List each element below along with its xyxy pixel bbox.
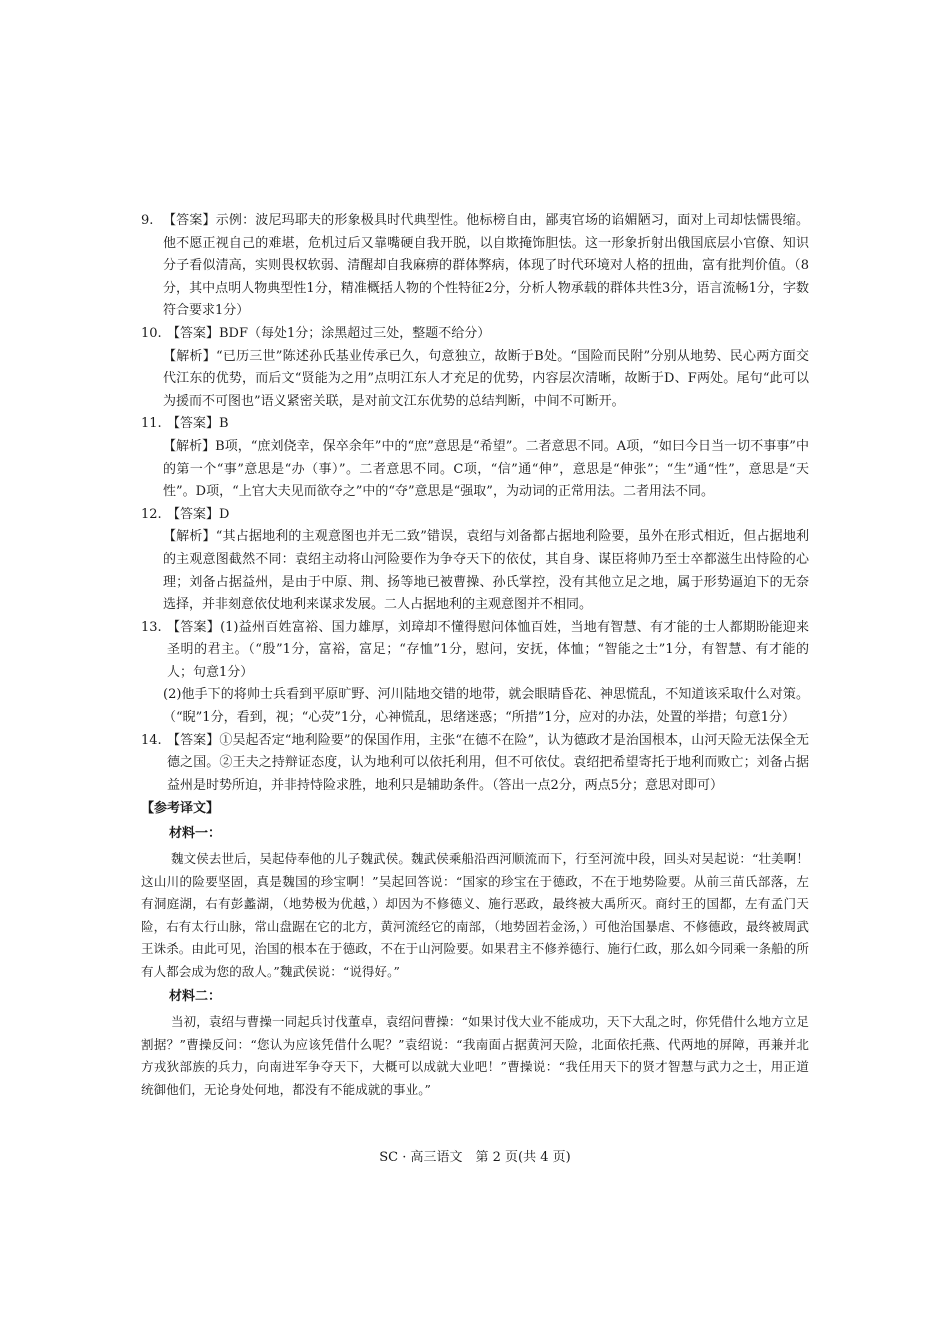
answer-text: 【答案】BDF（每处1分；涂黑超过三处，整题不给分） (167, 325, 491, 341)
analysis-text: 【解析】“已历三世”陈述孙氏基业传承已久，句意独立，故断于B处。“国险而民附”分别从地势、民心两方面交代江东的优势，而后文“贤能为之用”点明江东人才充足的优势，内容层次清晰，故断于D、F两处。尾句“此可以为援而不可图也”语义紧密关联，是对前文江东优势的总结判断，中间不可断开。 (163, 348, 809, 409)
answer-item-13 (141, 617, 809, 730)
material-2-text: 当初，袁绍与曹操一同起兵讨伐董卓，袁绍问曹操：“如果讨伐大业不能成功，天下大乱之时，你凭借什么地方立足割据？”曹操反问：“您认为应该凭借什么呢？”袁绍说：“我南面占据黄河天险，北面依托燕、代两地的屏障，再兼并北方戎狄部族的兵力，向南进军争夺天下，大概可以成就大业吧！”曹操说：“我任用天下的贤才智慧与武力之士，用正道统御他们，无论身处何地，都没有不能成就的事业。” (141, 1014, 809, 1097)
answer-text-part-2: (2)他手下的将帅士兵看到平原旷野、河川陆地交错的地带，就会眼睛昏花、神思慌乱，不知道该采取什么对策。（“睨”1分，看到，视；“心荧”1分，心神慌乱，思绪迷惑；“所措”1分，应对的办法，处置的举措；句意1分） (163, 687, 809, 726)
answer-text: 【答案】(1)益州百姓富裕、国力雄厚，刘璋却不懂得慰问体恤百姓，当地有智慧、有才能的士人都期盼能迎来圣明的君主。（“殷”1分，富裕，富足；“存恤”1分，慰问，安抚，体恤；“智能之士”1分，有智慧、有才能的人；句意1分） (167, 619, 809, 680)
analysis-text: 【解析】B项，“庶刘侥幸，保卒余年”中的“庶”意思是“希望”。二者意思不同。A项，“如曰今日当一切不事事”中的第一个“事”意思是“办（事）”。二者意思不同。C项，“信”通“伸”，意思是“伸张”；“生”通“性”，意思是“天性”。D项，“上官大夫见而欲夺之”中的“夺”意思是“强取”，为动词的正常用法。二者用法不同。 (163, 438, 809, 500)
analysis-text: 【解析】“其占据地利的主观意图也并无二致”错误，袁绍与刘备都占据地利险要，虽外在形式相近，但占据地利的主观意图截然不同：袁绍主动将山河险要作为争夺天下的依仗，其自身、谋臣将帅乃至士卒都滋生出恃险的心理；刘备占据益州，是由于中原、荆、扬等地已被曹操、孙氏掌控，没有其他立足之地，属于形势逼迫下的无奈选择，并非刻意依仗地利来谋求发展。二人占据地利的主观意图并不相同。 (163, 529, 809, 613)
question-number: 10. (141, 325, 162, 341)
answer-item-12 (141, 504, 809, 617)
material-1-title: 材料一： (169, 826, 222, 842)
answer-text: 【答案】D (167, 506, 230, 522)
translation-heading: 【参考译文】 (141, 801, 220, 817)
question-number: 9. (141, 213, 154, 228)
answer-text: 【答案】示例：波尼玛耶夫的形象极具时代典型性。他标榜自由，鄙夷官场的谄媚陋习，面对上司却怯懦畏缩。他不愿正视自己的难堪，危机过后又靠嘴硬自我开脱，以自欺掩饰胆怯。这一形象折射出俄国底层小官僚、知识分子看似清高，实则畏权软弱、清醒却自我麻痹的群体弊病，体现了时代环境对人格的扭曲，富有批判价值。（8分，其中点明人物典型性1分，精准概括人物的个性特征2分，分析人物承载的群体共性3分，语言流畅1分，字数符合要求1分） (163, 213, 809, 319)
answer-item-14 (141, 730, 809, 798)
answer-item-9 (141, 210, 809, 323)
answer-text: 【答案】B (167, 416, 229, 432)
answer-text: 【答案】①吴起否定“地利险要”的保国作用，主张“在德不在险”，认为德政才是治国根本，山河天险无法保全无德之国。②王夫之持辩证态度，认为地利可以依托利用，但不可依仗。袁绍把希望寄托于地利而败亡；刘备占据益州是时势所迫，并非持恃险求胜，地利只是辅助条件。（答出一点2分，两点5分；意思对即可） (167, 732, 809, 793)
material-2-title: 材料二： (169, 989, 222, 1005)
material-1-text: 魏文侯去世后，吴起侍奉他的儿子魏武侯。魏武侯乘船沿西河顺流而下，行至河流中段，回头对吴起说：“壮美啊！这山川的险要坚固，真是魏国的珍宝啊！”吴起回答说：“国家的珍宝在于德政，不在于地势险要。从前三苗氏部落，左有洞庭湖，右有彭蠡湖，（地势极为优越，）却因为不修德义、施行恶政，最终被大禹所灭。商纣王的国都，左有孟门天险，右有太行山脉，常山盘踞在它的北方，黄河流经它的南部，（地势固若金汤，）可他治国暴虐、不修德政，最终被周武王诛杀。由此可见，治国的根本在于德政，不在于山河险要。如果君主不修养德行、施行仁政，那么如今同乘一条船的所有人都会成为您的敌人。”魏武侯说：“说得好。” (141, 851, 809, 979)
question-number: 12. (141, 506, 162, 522)
question-number: 13. (141, 619, 162, 635)
question-number: 14. (141, 732, 162, 748)
answer-item-11 (141, 413, 809, 503)
question-number: 11. (141, 416, 162, 432)
answer-item-10 (141, 323, 809, 413)
answer-content (141, 210, 809, 1101)
page-footer: SC · 高三语文 第 2 页(共 4 页) (379, 1150, 571, 1165)
